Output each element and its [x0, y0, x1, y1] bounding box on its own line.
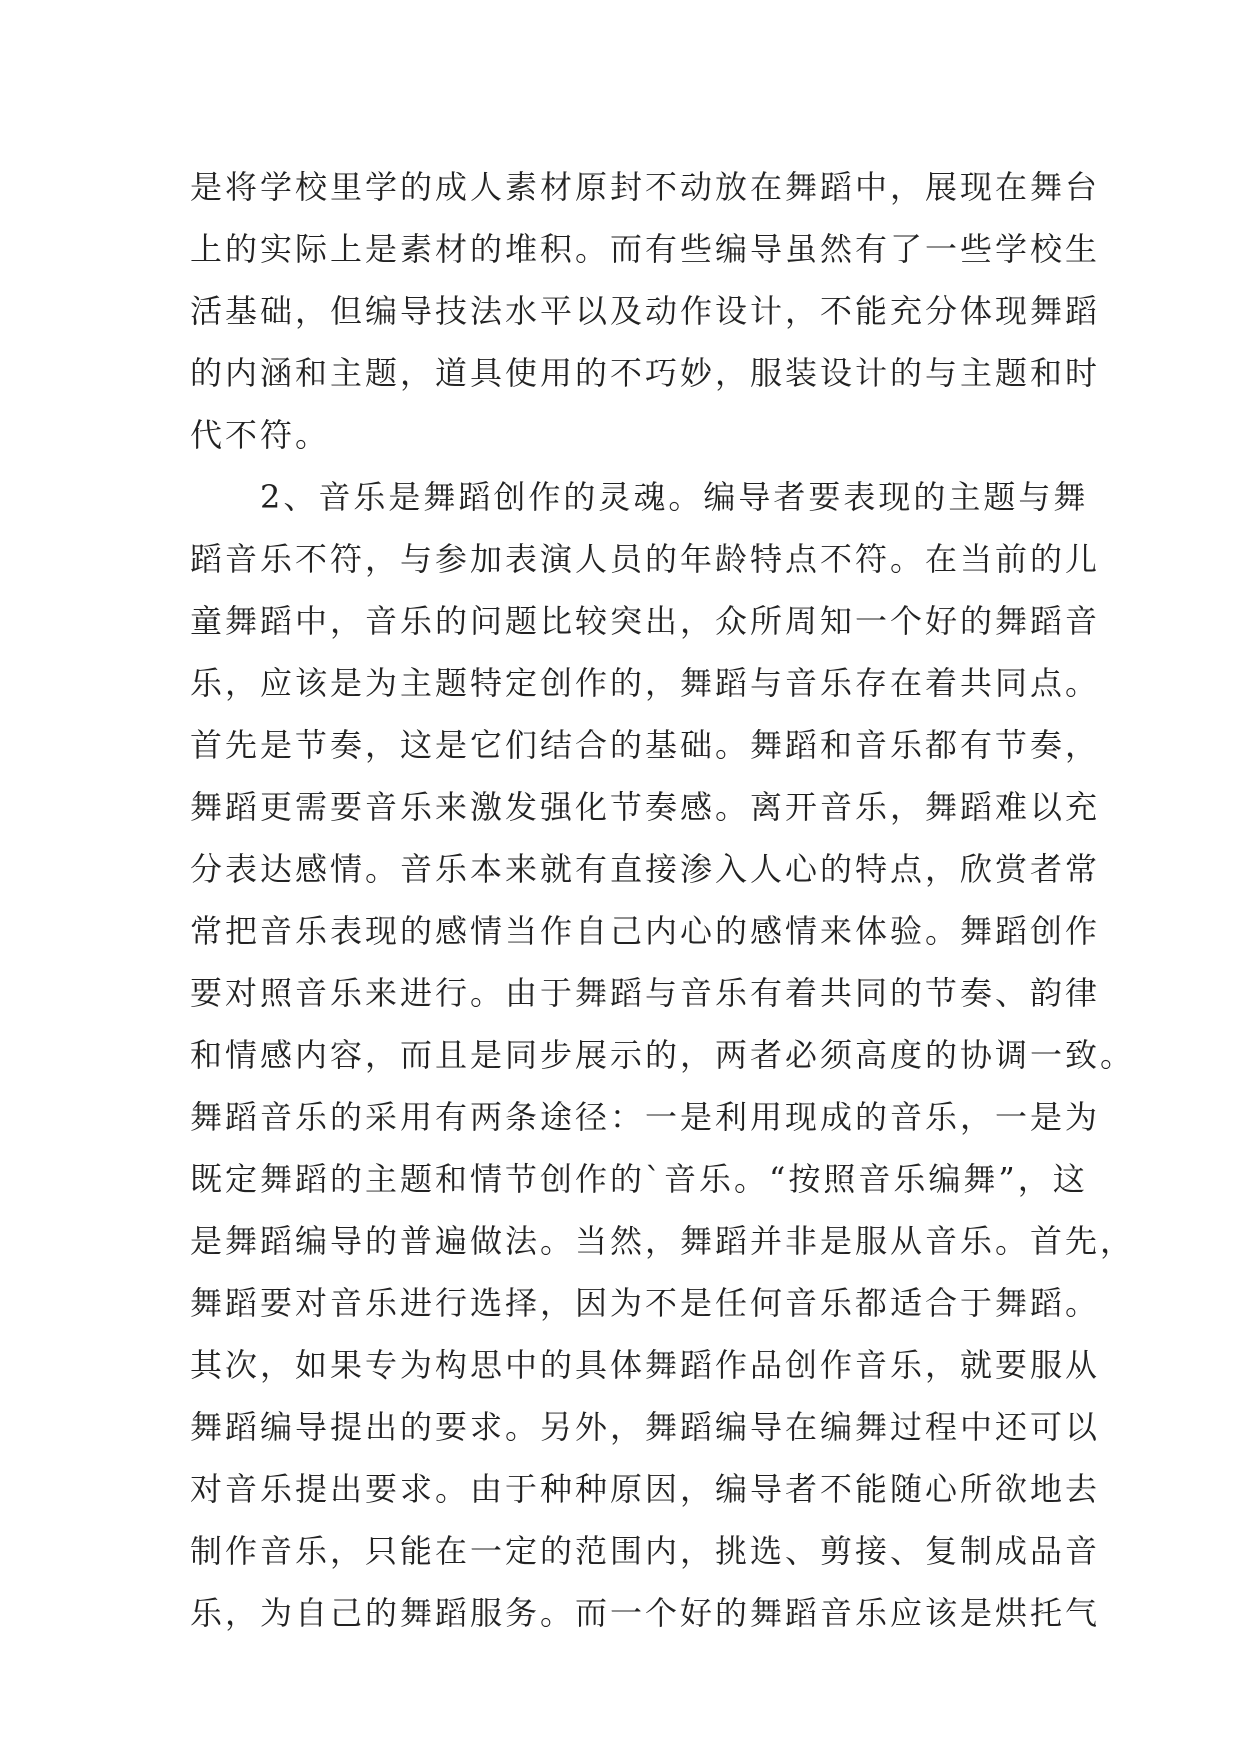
- text-line: 和情感内容，而且是同步展示的，两者必须高度的协调一致。: [190, 1036, 1136, 1074]
- text-line: 乐，应该是为主题特定创作的，舞蹈与音乐存在着共同点。: [190, 664, 1101, 702]
- text-line: 蹈音乐不符，与参加表演人员的年龄特点不符。在当前的儿: [190, 540, 1101, 578]
- text-line: 其次，如果专为构思中的具体舞蹈作品创作音乐，就要服从: [190, 1346, 1101, 1384]
- text-line: 首先是节奏，这是它们结合的基础。舞蹈和音乐都有节奏，: [190, 726, 1101, 764]
- text-line: 2、音乐是舞蹈创作的灵魂。编导者要表现的主题与舞: [190, 478, 1089, 516]
- text-line: 是舞蹈编导的普遍做法。当然，舞蹈并非是服从音乐。首先，: [190, 1222, 1136, 1260]
- text-line: 分表达感情。音乐本来就有直接渗入人心的特点，欣赏者常: [190, 850, 1101, 888]
- text-line: 上的实际上是素材的堆积。而有些编导虽然有了一些学校生: [190, 230, 1101, 268]
- text-line: 制作音乐，只能在一定的范围内，挑选、剪接、复制成品音: [190, 1532, 1101, 1570]
- text-line: 舞蹈要对音乐进行选择，因为不是任何音乐都适合于舞蹈。: [190, 1284, 1101, 1322]
- text-line: 活基础，但编导技法水平以及动作设计，不能充分体现舞蹈: [190, 292, 1101, 330]
- text-line: 舞蹈音乐的采用有两条途径：一是利用现成的音乐，一是为: [190, 1098, 1101, 1136]
- text-line: 常把音乐表现的感情当作自己内心的感情来体验。舞蹈创作: [190, 912, 1101, 950]
- text-line: 乐，为自己的舞蹈服务。而一个好的舞蹈音乐应该是烘托气: [190, 1594, 1101, 1632]
- body-text: [190, 156, 1136, 1644]
- text-line: 舞蹈编导提出的要求。另外，舞蹈编导在编舞过程中还可以: [190, 1408, 1101, 1446]
- text-line: 要对照音乐来进行。由于舞蹈与音乐有着共同的节奏、韵律: [190, 974, 1101, 1012]
- text-line: 代不符。: [190, 416, 331, 454]
- text-line: 舞蹈更需要音乐来激发强化节奏感。离开音乐，舞蹈难以充: [190, 788, 1101, 826]
- text-line: 是将学校里学的成人素材原封不动放在舞蹈中，展现在舞台: [190, 168, 1101, 206]
- text-line: 既定舞蹈的主题和情节创作的`音乐。“按照音乐编舞”，这: [190, 1160, 1088, 1198]
- text-line: 童舞蹈中，音乐的问题比较突出，众所周知一个好的舞蹈音: [190, 602, 1101, 640]
- text-line: 对音乐提出要求。由于种种原因，编导者不能随心所欲地去: [190, 1470, 1101, 1508]
- text-line: 的内涵和主题，道具使用的不巧妙，服装设计的与主题和时: [190, 354, 1101, 392]
